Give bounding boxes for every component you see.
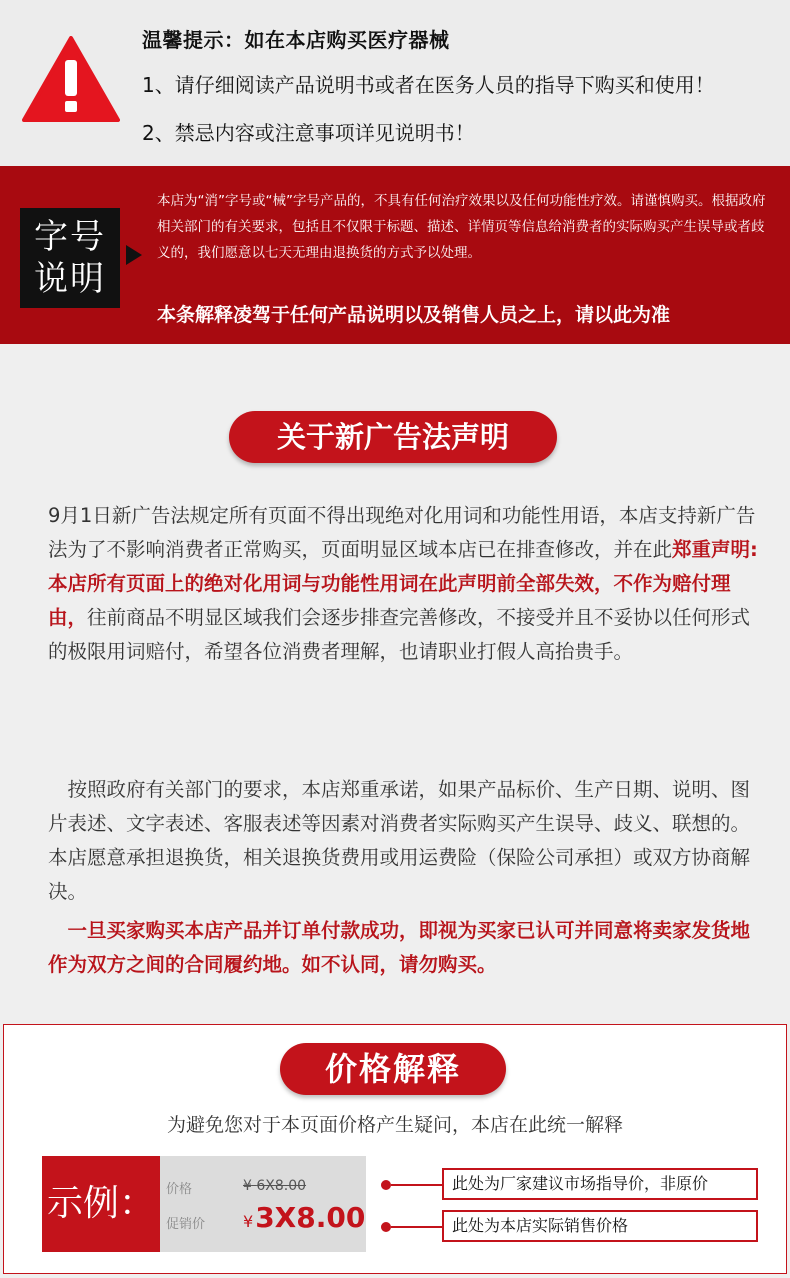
connector-line-1 <box>391 1184 442 1186</box>
font-notice-emphasis: 本条解释凌驾于任何产品说明以及销售人员之上，请以此为准 <box>157 304 671 326</box>
font-notice-description: 本店为“消”字号或“械”字号产品的，不具有任何治疗效果以及任何功能性疗效。请谨慎购买。根据政府相关部门的有关要求，包括且不仅限于标题、描述、详情页等信息给消费者的实际购买产生误导或者歧义的，我们愿意以七天无理由退换货的方式予以处理。 <box>157 193 766 261</box>
connector-line-2 <box>391 1226 442 1228</box>
connector-dot-2 <box>381 1222 391 1232</box>
list-price-note: 此处为厂家建议市场指导价，非原价 <box>442 1168 758 1200</box>
font-notice-badge <box>20 208 120 308</box>
ad-law-paragraph-1 <box>48 499 760 669</box>
list-amount: 6X8.00 <box>256 1178 307 1194</box>
ad-law-paragraph-2: 按照政府有关部门的要求，本店郑重承诺，如果产品标价、生产日期、说明、图片表述、文字表述、客服表述等因素对消费者实际购买产生误导、歧义、联想的。本店愿意承担退换货，相关退换货费用或用运费险（保险公司承担）或双方协商解决。 <box>48 778 751 903</box>
sale-price-value <box>243 1201 365 1234</box>
badge-arrow-icon <box>126 245 142 265</box>
price-intro: 为避免您对于本页面价格产生疑问，本店在此统一解释 <box>166 1114 623 1136</box>
warning-title: 温馨提示：如在本店购买医疗器械 <box>142 28 450 52</box>
warning-triangle-icon <box>22 36 120 122</box>
list-currency: ¥ <box>243 1178 252 1194</box>
warning-line-1: 1、请仔细阅读产品说明书或者在医务人员的指导下购买和使用！ <box>142 73 715 97</box>
example-label: 示例： <box>42 1156 160 1252</box>
price-heading: 价格解释 <box>280 1043 506 1095</box>
warning-line-2: 2、禁忌内容或注意事项详见说明书！ <box>142 121 475 145</box>
ad-law-paragraph-3: 一旦买家购买本店产品并订单付款成功，即视为买家已认可并同意将卖家发货地作为双方之间的合同履约地。如不认同，请勿购买。 <box>48 919 751 976</box>
ad-law-p1-before: 9月1日新广告法规定所有页面不得出现绝对化用词和功能性用语，本店支持新广告法为了不影响消费者正常购买，页面明显区域本店已在排查修改，并在此 <box>48 504 756 561</box>
badge-line-2: 说明 <box>34 259 106 299</box>
list-price-label: 价格 <box>166 1182 193 1197</box>
list-price-value <box>243 1178 306 1194</box>
connector-dot-1 <box>381 1180 391 1190</box>
sale-currency: ¥ <box>243 1212 254 1231</box>
sale-price-label: 促销价 <box>166 1217 206 1232</box>
ad-law-p1-highlight: 郑重声明:本店所有页面上的绝对化用词与功能性用词在此声明前全部失效，不作为赔付理由， <box>48 538 758 629</box>
sale-price-note: 此处为本店实际销售价格 <box>442 1210 758 1242</box>
ad-law-p1-after: 往前商品不明显区域我们会逐步排查完善修改，不接受并且不妥协以任何形式的极限用词赔付，希望各位消费者理解，也请职业打假人高抬贵手。 <box>48 606 751 663</box>
badge-line-1: 字号 <box>34 217 106 257</box>
ad-law-heading: 关于新广告法声明 <box>229 411 557 463</box>
sale-amount: 3X8.00 <box>255 1201 366 1234</box>
